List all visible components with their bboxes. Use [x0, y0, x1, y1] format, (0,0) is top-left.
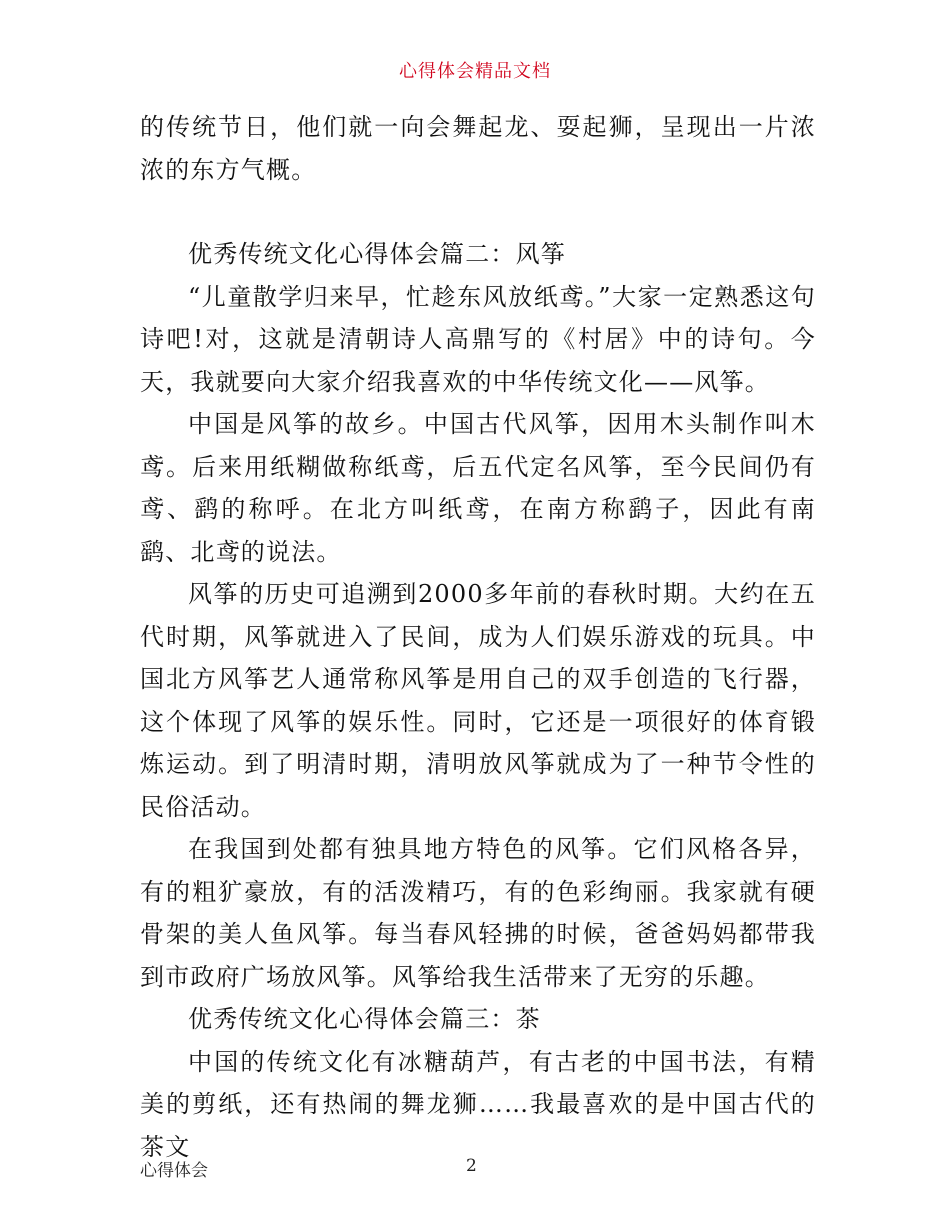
paragraph-kite-styles: 在我国到处都有独具地方特色的风筝。它们风格各异，有的粗犷豪放，有的活泼精巧，有的色彩绚丽。我家就有硬骨架的美人鱼风筝。每当春风轻拂的时候，爸爸妈妈都带我到市政府广场放风筝。风筝给我生活带来了无穷的乐趣。: [140, 835, 816, 991]
paragraph-gap: [140, 191, 816, 233]
section-heading-kite: 优秀传统文化心得体会篇二：风筝: [188, 240, 566, 268]
footer-label: 心得体会: [140, 1161, 208, 1181]
paragraph-poem-intro: “儿童散学归来早，忙趁东风放纸鸢。”大家一定熟悉这句诗吧!对，这就是清朝诗人高鼎写的《村居》中的诗句。今天，我就要向大家介绍我喜欢的中华传统文化——风筝。: [140, 282, 816, 396]
paragraph-tea-intro: 中国的传统文化有冰糖葫芦，有古老的中国书法，有精美的剪纸，还有热闹的舞龙狮……我最喜欢的是中国古代的茶文: [140, 1047, 816, 1161]
paragraph-kite-history: 风筝的历史可追溯到2000多年前的春秋时期。大约在五代时期，风筝就进入了民间，成为人们娱乐游戏的玩具。中国北方风筝艺人通常称风筝是用自己的双手创造的飞行器，这个体现了风筝的娱乐性。同时，它还是一项很好的体育锻炼运动。到了明清时期，清明放风筝就成为了一种节令性的民俗活动。: [140, 580, 816, 821]
paragraph-kite-origin: 中国是风筝的故乡。中国古代风筝，因用木头制作叫木鸢。后来用纸糊做称纸鸢，后五代定名风筝，至今民间仍有鸢、鹞的称呼。在北方叫纸鸢，在南方称鹞子，因此有南鹞、北鸢的说法。: [140, 410, 816, 566]
page-header-title: 心得体会精品文档: [399, 61, 551, 82]
document-body: [140, 106, 816, 1168]
paragraph-continuation: 的传统节日，他们就一向会舞起龙、耍起狮，呈现出一片浓浓的东方气概。: [140, 113, 816, 184]
page-number: 2: [466, 1156, 477, 1176]
section-heading-tea: 优秀传统文化心得体会篇三：茶: [188, 1005, 541, 1033]
